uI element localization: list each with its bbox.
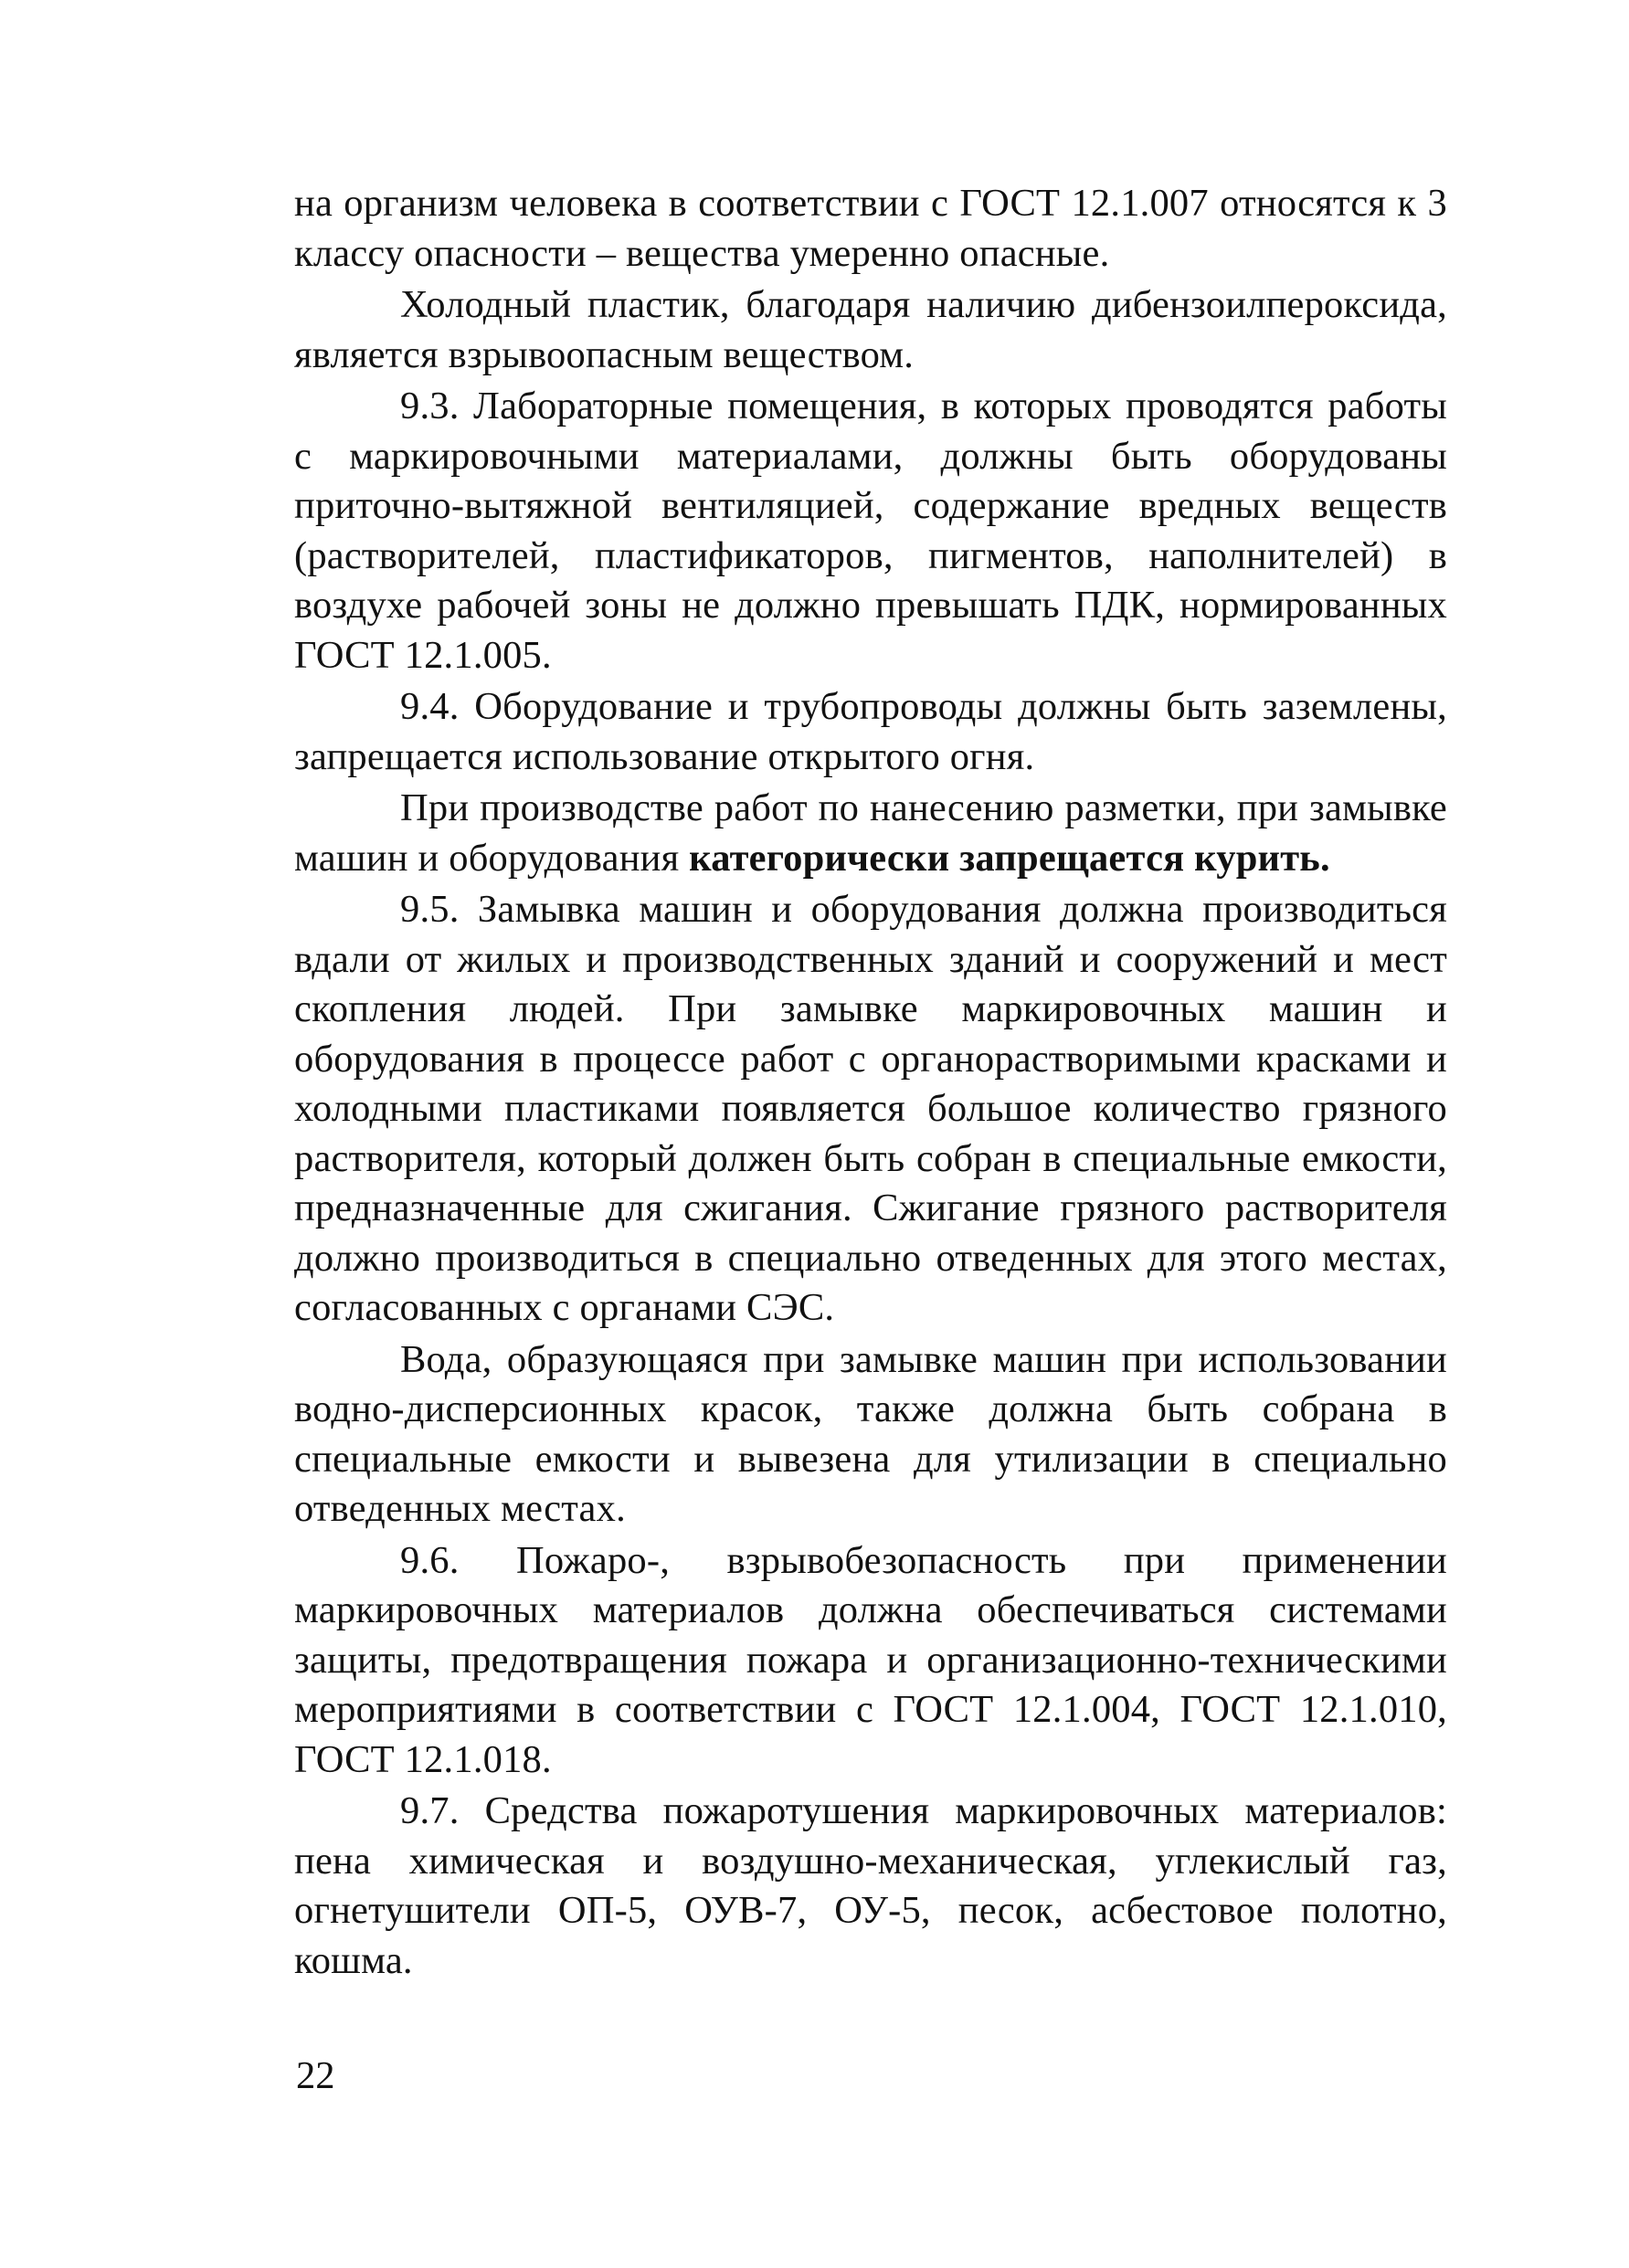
paragraph-9-3-ventilation: 9.3. Лабораторные помещения, в которых проводятся работы с маркировочными материалами, должны быть оборудованы приточно-вытяжной вентиляцией, содержание вредных веществ (растворителей, пластификаторов, пигментов, наполнителей) в воздухе рабочей зоны не должно превышать ПДК, нормированных ГОСТ 12.1.005.: [294, 385, 1447, 677]
paragraph-water-disposal: Вода, образующаяся при замывке машин при использовании водно-дисперсионных красок, также должна быть собрана в специальные емкости и вывезена для утилизации в специально отведенных местах.: [294, 1337, 1447, 1530]
paragraph-9-5-washing: 9.5. Замывка машин и оборудования должна производиться вдали от жилых и производственных зданий и сооружений и мест скопления людей. При замывке маркировочных машин и оборудования в процессе работ с органорастворимыми красками и холодными пластиками появляется большое количество грязного растворителя, который должен быть собран в специальные емкости, предназначенные для сжигания. Сжигание грязного растворителя должно производиться в специально отведенных для этого местах, согласованных с органами СЭС.: [294, 888, 1447, 1329]
paragraph-hazard-class: на организм человека в соответствии с ГОСТ 12.1.007 относятся к 3 классу опасности – вещества умеренно опасные.: [294, 182, 1447, 275]
page-body: [294, 179, 1447, 1986]
page-number: 22: [296, 2054, 335, 2097]
no-smoking-emphasis: категорически запрещается курить.: [689, 836, 1330, 880]
no-smoking-lead-text: При производстве работ по нанесению разметки, при замывке машин и оборудования: [294, 786, 1447, 880]
paragraph-9-4-grounding: 9.4. Оборудование и трубопроводы должны быть заземлены, запрещается использование открытого огня.: [294, 685, 1447, 778]
paragraph-cold-plastic: Холодный пластик, благодаря наличию дибензоилпероксида, является взрывоопасным веществом.: [294, 283, 1447, 376]
paragraph-no-smoking: [294, 784, 1447, 883]
paragraph-9-6-fire-safety: 9.6. Пожаро-, взрывобезопасность при применении маркировочных материалов должна обеспечиваться системами защиты, предотвращения пожара и организационно-техническими мероприятиями в соответствии с ГОСТ 12.1.004, ГОСТ 12.1.010, ГОСТ 12.1.018.: [294, 1538, 1447, 1781]
paragraph-9-7-extinguishing: 9.7. Средства пожаротушения маркировочных материалов: пена химическая и воздушно-механическая, углекислый газ, огнетушители ОП-5, ОУВ-7, ОУ-5, песок, асбестовое полотно, кошма.: [294, 1789, 1447, 1982]
